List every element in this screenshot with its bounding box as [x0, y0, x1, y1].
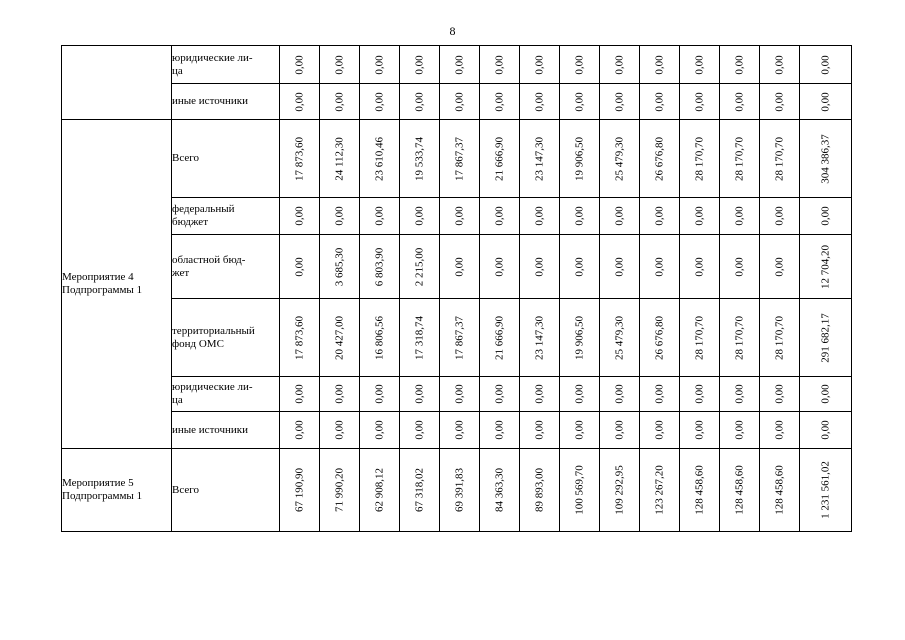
value-cell: [800, 84, 852, 120]
value-cell: [480, 412, 520, 449]
value-text: 23 147,30: [533, 315, 546, 360]
value-cell: [560, 84, 600, 120]
value-text: 28 170,70: [733, 136, 746, 181]
value-cell: [480, 299, 520, 377]
row-label-cell: территориальный фонд ОМС: [172, 299, 280, 377]
value-text: 17 867,37: [453, 315, 466, 360]
value-text: 128 458,60: [693, 465, 706, 515]
value-text: 28 170,70: [773, 315, 786, 360]
value-text: 28 170,70: [693, 315, 706, 360]
value-cell: [320, 449, 360, 532]
value-cell: [800, 412, 852, 449]
value-text: 0,00: [293, 54, 306, 75]
value-text: 0,00: [373, 91, 386, 112]
value-text: 0,00: [819, 420, 832, 440]
value-text: 0,00: [293, 256, 306, 277]
value-cell: [520, 120, 560, 198]
value-text: 0,00: [293, 384, 306, 404]
value-cell: [360, 377, 400, 412]
row-label-cell: Всего: [172, 449, 280, 532]
value-text: 0,00: [613, 256, 626, 277]
value-cell: [280, 235, 320, 299]
value-cell: [480, 84, 520, 120]
value-cell: [680, 449, 720, 532]
value-cell: [440, 46, 480, 84]
value-text: 28 170,70: [693, 136, 706, 181]
value-text: 0,00: [733, 384, 746, 404]
value-cell: [600, 198, 640, 235]
value-cell: [400, 84, 440, 120]
value-text: 19 906,50: [573, 136, 586, 181]
value-cell: [600, 120, 640, 198]
value-text: 0,00: [453, 420, 466, 440]
value-text: 17 867,37: [453, 136, 466, 181]
value-text: 123 267,20: [653, 465, 666, 515]
value-text: 0,00: [573, 420, 586, 440]
value-cell: [720, 84, 760, 120]
value-text: 0,00: [333, 420, 346, 440]
value-text: 89 893,00: [533, 468, 546, 512]
value-cell: [520, 412, 560, 449]
value-text: 0,00: [373, 54, 386, 75]
value-cell: [720, 46, 760, 84]
value-cell: [640, 235, 680, 299]
value-cell: [680, 299, 720, 377]
value-text: 28 170,70: [773, 136, 786, 181]
value-text: 0,00: [613, 91, 626, 112]
value-text: 109 292,95: [613, 465, 626, 515]
budget-table: [61, 45, 852, 532]
value-cell: [640, 46, 680, 84]
value-text: 0,00: [773, 420, 786, 440]
value-cell: [520, 299, 560, 377]
section-title-cell: [62, 46, 172, 120]
value-text: 0,00: [773, 206, 786, 226]
value-text: 26 676,80: [653, 315, 666, 360]
value-text: 0,00: [493, 384, 506, 404]
value-cell: [720, 449, 760, 532]
value-text: 23 147,30: [533, 136, 546, 181]
value-text: 0,00: [333, 54, 346, 75]
value-cell: [800, 299, 852, 377]
value-cell: [600, 377, 640, 412]
table-row: [62, 46, 852, 84]
value-cell: [320, 412, 360, 449]
value-cell: [560, 120, 600, 198]
value-text: 128 458,60: [733, 465, 746, 515]
value-cell: [360, 120, 400, 198]
value-text: 0,00: [453, 256, 466, 277]
value-cell: [640, 198, 680, 235]
value-cell: [760, 412, 800, 449]
value-text: 0,00: [413, 384, 426, 404]
value-cell: [640, 84, 680, 120]
value-text: 0,00: [333, 91, 346, 112]
value-cell: [680, 377, 720, 412]
value-cell: [600, 449, 640, 532]
value-cell: [280, 449, 320, 532]
table-row: [62, 84, 852, 120]
value-text: 0,00: [453, 91, 466, 112]
value-text: 0,00: [693, 206, 706, 226]
value-cell: [360, 235, 400, 299]
value-text: 0,00: [819, 54, 832, 75]
value-text: 0,00: [453, 206, 466, 226]
value-cell: [440, 412, 480, 449]
table-row: [62, 412, 852, 449]
value-cell: [720, 412, 760, 449]
value-cell: [680, 198, 720, 235]
value-cell: [520, 449, 560, 532]
table-row: [62, 449, 852, 532]
value-text: 0,00: [733, 420, 746, 440]
value-text: 0,00: [413, 420, 426, 440]
value-cell: [560, 412, 600, 449]
value-cell: [360, 198, 400, 235]
value-cell: [440, 235, 480, 299]
section-title-cell: Мероприятие 5 Подпрограммы 1: [62, 449, 172, 532]
value-text: 0,00: [373, 420, 386, 440]
value-text: 0,00: [613, 54, 626, 75]
value-text: 0,00: [653, 54, 666, 75]
value-cell: [280, 377, 320, 412]
value-text: 100 569,70: [573, 465, 586, 515]
value-text: 0,00: [773, 54, 786, 75]
value-cell: [640, 299, 680, 377]
value-text: 0,00: [573, 384, 586, 404]
value-cell: [680, 46, 720, 84]
value-text: 28 170,70: [733, 315, 746, 360]
value-text: 0,00: [653, 420, 666, 440]
value-text: 0,00: [773, 91, 786, 112]
value-text: 67 318,02: [413, 468, 426, 512]
value-text: 0,00: [819, 91, 832, 112]
value-text: 0,00: [373, 384, 386, 404]
value-text: 17 873,60: [293, 136, 306, 181]
value-text: 17 873,60: [293, 315, 306, 360]
value-text: 0,00: [693, 420, 706, 440]
value-cell: [480, 46, 520, 84]
value-cell: [440, 84, 480, 120]
section-title-cell: Мероприятие 4 Подпрограммы 1: [62, 120, 172, 449]
value-text: 24 112,30: [333, 136, 346, 181]
value-cell: [320, 198, 360, 235]
value-cell: [360, 412, 400, 449]
value-cell: [800, 235, 852, 299]
value-cell: [440, 120, 480, 198]
value-text: 0,00: [453, 54, 466, 75]
value-text: 0,00: [573, 54, 586, 75]
value-text: 0,00: [533, 256, 546, 277]
row-label-cell: иные источники: [172, 412, 280, 449]
value-text: 0,00: [533, 91, 546, 112]
value-text: 0,00: [653, 384, 666, 404]
value-text: 0,00: [573, 256, 586, 277]
value-text: 0,00: [613, 206, 626, 226]
value-cell: [720, 120, 760, 198]
value-cell: [400, 198, 440, 235]
value-cell: [520, 198, 560, 235]
value-cell: [720, 235, 760, 299]
value-text: 0,00: [819, 384, 832, 404]
value-cell: [280, 84, 320, 120]
value-text: 0,00: [333, 206, 346, 226]
value-text: 62 908,12: [373, 468, 386, 512]
value-text: 0,00: [613, 420, 626, 440]
value-text: 0,00: [413, 54, 426, 75]
value-text: 25 479,30: [613, 315, 626, 360]
value-text: 0,00: [453, 384, 466, 404]
value-text: 0,00: [493, 206, 506, 226]
value-text: 0,00: [819, 206, 832, 226]
value-text: 128 458,60: [773, 465, 786, 515]
value-cell: [560, 377, 600, 412]
value-text: 0,00: [533, 206, 546, 226]
row-label-cell: иные источники: [172, 84, 280, 120]
value-text: 0,00: [733, 54, 746, 75]
value-cell: [760, 299, 800, 377]
value-cell: [600, 299, 640, 377]
value-text: 304 386,37: [819, 133, 832, 184]
value-cell: [360, 299, 400, 377]
value-text: 0,00: [293, 206, 306, 226]
value-cell: [320, 120, 360, 198]
value-cell: [680, 84, 720, 120]
value-text: 0,00: [533, 384, 546, 404]
value-text: 0,00: [573, 91, 586, 112]
value-cell: [400, 449, 440, 532]
value-cell: [320, 84, 360, 120]
value-cell: [600, 235, 640, 299]
value-text: 6 803,90: [373, 247, 386, 286]
value-cell: [440, 299, 480, 377]
value-cell: [760, 449, 800, 532]
value-cell: [280, 46, 320, 84]
value-cell: [720, 299, 760, 377]
value-cell: [400, 235, 440, 299]
value-text: 69 391,83: [453, 468, 466, 512]
value-cell: [680, 412, 720, 449]
value-cell: [760, 84, 800, 120]
value-cell: [520, 377, 560, 412]
value-text: 71 990,20: [333, 468, 346, 512]
value-cell: [600, 46, 640, 84]
value-cell: [520, 235, 560, 299]
value-text: 21 666,90: [493, 315, 506, 360]
value-text: 23 610,46: [373, 136, 386, 181]
value-text: 84 363,30: [493, 468, 506, 512]
value-cell: [400, 377, 440, 412]
value-cell: [760, 198, 800, 235]
page-number: 8: [449, 24, 456, 38]
value-text: 0,00: [733, 256, 746, 277]
value-cell: [360, 449, 400, 532]
value-cell: [360, 84, 400, 120]
value-text: 21 666,90: [493, 136, 506, 181]
value-text: 0,00: [293, 91, 306, 112]
value-text: 67 190,90: [293, 468, 306, 512]
value-text: 291 682,17: [819, 312, 832, 363]
value-text: 1 231 561,02: [819, 461, 832, 519]
value-text: 0,00: [613, 384, 626, 404]
row-label-cell: федеральный бюджет: [172, 198, 280, 235]
value-cell: [760, 46, 800, 84]
value-cell: [400, 120, 440, 198]
value-cell: [680, 120, 720, 198]
value-cell: [480, 235, 520, 299]
value-text: 0,00: [493, 420, 506, 440]
value-cell: [640, 120, 680, 198]
row-label-cell: Всего: [172, 120, 280, 198]
value-cell: [360, 46, 400, 84]
value-cell: [440, 198, 480, 235]
value-cell: [720, 377, 760, 412]
value-text: 0,00: [493, 256, 506, 277]
value-text: 20 427,00: [333, 315, 346, 360]
value-cell: [600, 84, 640, 120]
table-row: [62, 299, 852, 377]
value-text: 0,00: [733, 91, 746, 112]
value-text: 0,00: [733, 206, 746, 226]
value-cell: [440, 377, 480, 412]
value-text: 0,00: [413, 91, 426, 112]
value-cell: [600, 412, 640, 449]
value-text: 0,00: [413, 206, 426, 226]
value-cell: [640, 377, 680, 412]
value-cell: [320, 377, 360, 412]
value-text: 0,00: [653, 256, 666, 277]
value-text: 0,00: [693, 91, 706, 112]
value-cell: [760, 235, 800, 299]
value-cell: [640, 412, 680, 449]
value-text: 19 906,50: [573, 315, 586, 360]
value-text: 19 533,74: [413, 136, 426, 181]
value-text: 0,00: [333, 384, 346, 404]
value-text: 0,00: [493, 91, 506, 112]
value-cell: [400, 46, 440, 84]
value-cell: [480, 377, 520, 412]
value-cell: [480, 449, 520, 532]
value-cell: [400, 299, 440, 377]
value-text: 0,00: [373, 206, 386, 226]
value-cell: [560, 235, 600, 299]
value-cell: [680, 235, 720, 299]
value-cell: [560, 449, 600, 532]
value-text: 26 676,80: [653, 136, 666, 181]
value-cell: [320, 235, 360, 299]
value-cell: [280, 120, 320, 198]
value-cell: [800, 449, 852, 532]
value-cell: [320, 46, 360, 84]
value-text: 0,00: [773, 256, 786, 277]
value-text: 0,00: [533, 54, 546, 75]
value-cell: [640, 449, 680, 532]
value-cell: [280, 412, 320, 449]
row-label-cell: юридические ли- ца: [172, 46, 280, 84]
table-row: [62, 198, 852, 235]
value-text: 0,00: [293, 420, 306, 440]
table-row: [62, 235, 852, 299]
value-text: 12 704,20: [819, 244, 832, 289]
value-cell: [480, 120, 520, 198]
value-cell: [560, 46, 600, 84]
value-text: 0,00: [493, 54, 506, 75]
row-label-cell: юридические ли- ца: [172, 377, 280, 412]
value-text: 0,00: [533, 420, 546, 440]
value-text: 0,00: [773, 384, 786, 404]
value-cell: [280, 299, 320, 377]
value-cell: [800, 198, 852, 235]
value-text: 0,00: [653, 91, 666, 112]
value-cell: [480, 198, 520, 235]
value-text: 0,00: [653, 206, 666, 226]
table-row: [62, 377, 852, 412]
value-text: 3 685,30: [333, 247, 346, 286]
value-cell: [320, 299, 360, 377]
value-cell: [560, 198, 600, 235]
value-cell: [400, 412, 440, 449]
value-cell: [560, 299, 600, 377]
value-cell: [760, 377, 800, 412]
value-text: 0,00: [693, 54, 706, 75]
row-label-cell: областной бюд- жет: [172, 235, 280, 299]
value-text: 17 318,74: [413, 315, 426, 360]
value-text: 0,00: [693, 384, 706, 404]
value-cell: [800, 377, 852, 412]
value-cell: [720, 198, 760, 235]
value-cell: [280, 198, 320, 235]
value-text: 25 479,30: [613, 136, 626, 181]
value-cell: [520, 46, 560, 84]
value-cell: [800, 120, 852, 198]
value-text: 0,00: [693, 256, 706, 277]
value-text: 0,00: [573, 206, 586, 226]
value-cell: [760, 120, 800, 198]
value-text: 16 806,56: [373, 315, 386, 360]
value-cell: [440, 449, 480, 532]
table-row: [62, 120, 852, 198]
value-cell: [800, 46, 852, 84]
value-cell: [520, 84, 560, 120]
value-text: 2 215,00: [413, 247, 426, 286]
